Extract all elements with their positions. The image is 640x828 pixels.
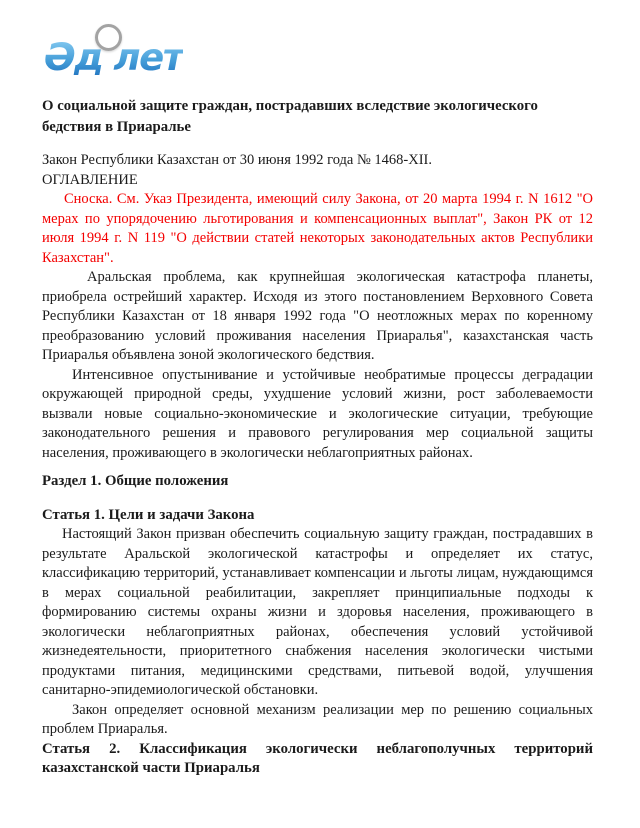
intro-paragraph-2: Интенсивное опустынивание и устойчивые необратимые процессы деградации окружающей природной среды, ухудшение условий жизни, рост заболеваемости вызвали новые социально-экономические и экологические ситуации, требующие законодательного решения и правового регулирования мер социальной защиты населения, проживающего в экологически неблагоприятных районах. <box>42 366 593 461</box>
article-1-heading: Статья 1. Цели и задачи Закона <box>42 506 255 523</box>
article-2-heading: Статья 2. Классификация экологически неблагополучных территорий казахстанской части Приаралья <box>42 740 593 776</box>
toc-label: ОГЛАВЛЕНИЕ <box>42 171 138 188</box>
logo-part-1: Әд <box>44 36 103 79</box>
intro-paragraph-1: Аральская проблема, как крупнейшая экологическая катастрофа планеты, приобрела острейший характер. Исходя из этого постановлением Верховного Совета Республики Казахстан от 18 января 1992 года "О неотложных мерах по коренному преобразованию условий проживания населения Приаралья", казахстанская часть Приаралья объявлена зоной экологического бедствия. <box>42 269 593 363</box>
logo-lens-wrap <box>102 34 113 82</box>
footnote-paragraph: Сноска. См. Указ Президента, имеющий силу Закона, от 20 марта 1994 г. N 1612 "О мерах по упорядочению льготирования и компенсационных выплат", Закон РК от 12 июля 1994 г. N 119 "О действии статей некоторых законодательных актов Республики Казахстан". <box>42 191 593 266</box>
logo-part-2: лет <box>113 36 183 79</box>
article-1-paragraph-1: Настоящий Закон призван обеспечить социальную защиту граждан, пострадавших в результате Аральской экологической катастрофы и определяет их статус, классификацию территорий, устанавливает компенсации и льготы лицам, нуждающимся в мерах социальной реабилитации, закрепляет принципиальные подходы к формированию системы охраны жизни и здоровья населения, проживающего в экологически неблагоприятных районах, обеспечения условий устойчивой жизнедеятельности, приоритетного снабжения населения экологически чистыми продуктами питания, медицинскими средствами, питьевой водой, улучшения санитарно-эпидемиологической обстановки. <box>42 526 593 698</box>
adilet-logo-text <box>44 36 183 79</box>
article-1-paragraph-2: Закон определяет основной механизм реализации мер по решению социальных проблем Приаралья. <box>42 701 593 737</box>
logo-lens-letter: і <box>102 36 114 79</box>
section-1-heading: Раздел 1. Общие положения <box>42 473 229 489</box>
document-title: О социальной защите граждан, пострадавших вследствие экологического бедствия в Приаралье <box>42 98 538 135</box>
law-number-line: Закон Республики Казахстан от 30 июня 1992 года № 1468-XII. <box>42 152 433 168</box>
adilet-logo[interactable] <box>44 34 183 86</box>
